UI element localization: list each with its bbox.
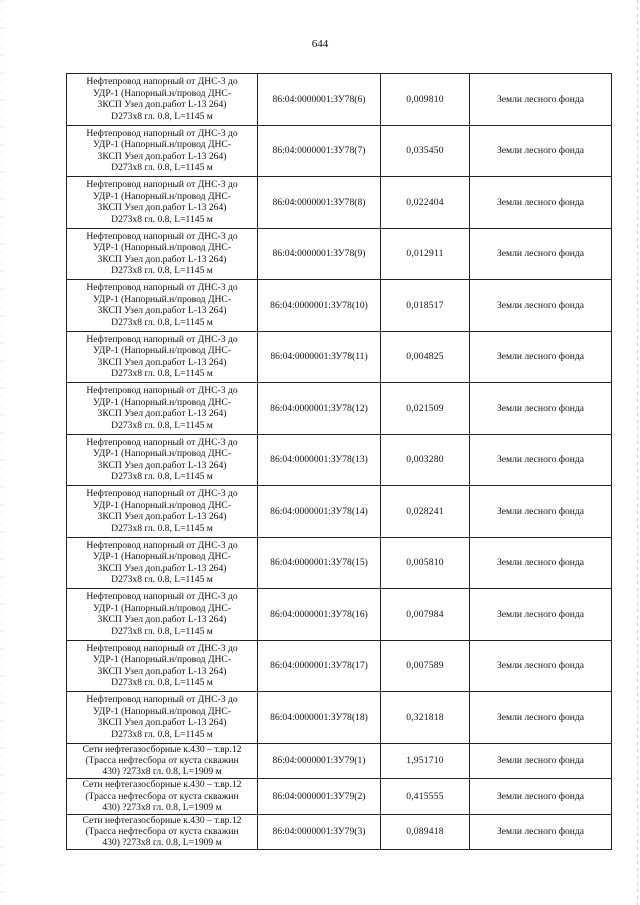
table-row	[67, 814, 612, 850]
object-name-line: Нефтепровод напорный от ДНС-3 до	[86, 539, 238, 551]
object-name-line: Нефтепровод напорный от ДНС-3 до	[86, 642, 238, 654]
table-row	[67, 486, 612, 538]
object-name-line: 3КСП Узел доп.работ L-13 264)	[97, 717, 227, 729]
object-name-line: D273x8 гл. 0.8, L=1145 м	[111, 728, 213, 740]
area-cell: 0,321818	[381, 692, 470, 744]
object-name-line: УДР-1 (Напорный.н/провод ДНС-	[92, 293, 232, 305]
land-category-cell: Земли лесного фонда	[470, 589, 612, 641]
area-cell: 0,009810	[381, 74, 470, 126]
object-name-line: D273x8 гл. 0.8, L=1145 м	[111, 110, 213, 122]
object-name-line: D273x8 гл. 0.8, L=1145 м	[111, 625, 213, 637]
object-name-line: Нефтепровод напорный от ДНС-3 до	[86, 230, 238, 242]
object-name-line: (Трасса нефтесбора от куста скважин	[85, 790, 239, 802]
object-name-line: УДР-1 (Напорный.н/провод ДНС-	[92, 190, 232, 202]
area-cell: 0,007589	[381, 640, 470, 692]
table-row	[67, 779, 612, 815]
object-name-line: (Трасса нефтесбора от куста скважин	[85, 755, 239, 767]
object-name-line: 3КСП Узел доп.работ L-13 264)	[97, 356, 227, 368]
land-category-cell: Земли лесного фонда	[470, 434, 612, 486]
object-name-cell	[67, 779, 258, 815]
object-name-line: D273x8 гл. 0.8, L=1145 м	[111, 574, 213, 586]
object-name-line: D273x8 гл. 0.8, L=1145 м	[111, 316, 213, 328]
cadastral-number-cell: 86:04:0000001:ЗУ78(8)	[258, 177, 381, 229]
cadastral-number-cell: 86:04:0000001:ЗУ78(11)	[258, 331, 381, 383]
area-cell: 1,951710	[381, 743, 470, 779]
object-name-line: 3КСП Узел доп.работ L-13 264)	[97, 99, 227, 111]
table-row	[67, 280, 612, 332]
object-name-line: 3КСП Узел доп.работ L-13 264)	[97, 459, 227, 471]
cadastral-number-cell: 86:04:0000001:ЗУ78(14)	[258, 486, 381, 538]
object-name-line: 430) ?273x8 гл. 0.8, L=1909 м	[102, 801, 222, 813]
object-name-cell	[67, 125, 258, 177]
object-name-line: УДР-1 (Напорный.н/провод ДНС-	[92, 551, 232, 563]
object-name-cell	[67, 74, 258, 126]
table-row	[67, 228, 612, 280]
cadastral-number-cell: 86:04:0000001:ЗУ78(17)	[258, 640, 381, 692]
cadastral-number-cell: 86:04:0000001:ЗУ78(10)	[258, 280, 381, 332]
land-category-cell: Земли лесного фонда	[470, 743, 612, 779]
cadastral-number-cell: 86:04:0000001:ЗУ79(3)	[258, 814, 381, 850]
object-name-line: 3КСП Узел доп.работ L-13 264)	[97, 562, 227, 574]
object-name-line: (Трасса нефтесбора от куста скважин	[85, 826, 239, 838]
object-name-line: Нефтепровод напорный от ДНС-3 до	[86, 333, 238, 345]
object-name-line: УДР-1 (Напорный.н/провод ДНС-	[92, 654, 232, 666]
object-name-line: D273x8 гл. 0.8, L=1145 м	[111, 213, 213, 225]
object-name-line: D273x8 гл. 0.8, L=1145 м	[111, 265, 213, 277]
land-category-cell: Земли лесного фонда	[470, 779, 612, 815]
object-name-line: D273x8 гл. 0.8, L=1145 м	[111, 162, 213, 174]
cadastral-number-cell: 86:04:0000001:ЗУ78(13)	[258, 434, 381, 486]
scan-artifact-right-edge	[637, 0, 638, 905]
object-name-cell	[67, 743, 258, 779]
land-category-cell: Земли лесного фонда	[470, 383, 612, 435]
table-row	[67, 640, 612, 692]
object-name-line: 3КСП Узел доп.работ L-13 264)	[97, 202, 227, 214]
object-name-cell	[67, 640, 258, 692]
land-category-cell: Земли лесного фонда	[470, 537, 612, 589]
cadastral-number-cell: 86:04:0000001:ЗУ79(2)	[258, 779, 381, 815]
object-name-cell	[67, 383, 258, 435]
object-name-line: 3КСП Узел доп.работ L-13 264)	[97, 511, 227, 523]
object-name-line: 3КСП Узел доп.работ L-13 264)	[97, 665, 227, 677]
table-row	[67, 331, 612, 383]
land-plots-table-body	[67, 74, 612, 850]
land-category-cell: Земли лесного фонда	[470, 331, 612, 383]
table-row	[67, 434, 612, 486]
cadastral-number-cell: 86:04:0000001:ЗУ78(18)	[258, 692, 381, 744]
object-name-line: D273x8 гл. 0.8, L=1145 м	[111, 471, 213, 483]
object-name-line: УДР-1 (Напорный.н/провод ДНС-	[92, 499, 232, 511]
cadastral-number-cell: 86:04:0000001:ЗУ78(16)	[258, 589, 381, 641]
object-name-line: УДР-1 (Напорный.н/провод ДНС-	[92, 602, 232, 614]
area-cell: 0,003280	[381, 434, 470, 486]
table-row	[67, 589, 612, 641]
object-name-line: УДР-1 (Напорный.н/провод ДНС-	[92, 345, 232, 357]
object-name-line: Нефтепровод напорный от ДНС-3 до	[86, 591, 238, 603]
object-name-cell	[67, 486, 258, 538]
area-cell: 0,028241	[381, 486, 470, 538]
object-name-line: D273x8 гл. 0.8, L=1145 м	[111, 368, 213, 380]
area-cell: 0,005810	[381, 537, 470, 589]
object-name-line: Сети нефтегазосборные к.430 – т.вр.12	[82, 779, 242, 791]
object-name-line: УДР-1 (Напорный.н/провод ДНС-	[92, 87, 232, 99]
object-name-line: Нефтепровод напорный от ДНС-3 до	[86, 488, 238, 500]
area-cell: 0,089418	[381, 814, 470, 850]
object-name-line: УДР-1 (Напорный.н/провод ДНС-	[92, 396, 232, 408]
area-cell: 0,007984	[381, 589, 470, 641]
land-category-cell: Земли лесного фонда	[470, 125, 612, 177]
object-name-line: 430) ?273x8 гл. 0.8, L=1909 м	[102, 766, 222, 778]
object-name-cell	[67, 434, 258, 486]
object-name-line: 3КСП Узел доп.работ L-13 264)	[97, 305, 227, 317]
object-name-line: D273x8 гл. 0.8, L=1145 м	[111, 419, 213, 431]
area-cell: 0,021509	[381, 383, 470, 435]
table-row	[67, 177, 612, 229]
area-cell: 0,035450	[381, 125, 470, 177]
cadastral-number-cell: 86:04:0000001:ЗУ78(7)	[258, 125, 381, 177]
object-name-cell	[67, 589, 258, 641]
object-name-line: D273x8 гл. 0.8, L=1145 м	[111, 522, 213, 534]
object-name-cell	[67, 177, 258, 229]
object-name-line: Нефтепровод напорный от ДНС-3 до	[86, 76, 238, 88]
object-name-cell	[67, 814, 258, 850]
object-name-cell	[67, 280, 258, 332]
object-name-line: Нефтепровод напорный от ДНС-3 до	[86, 179, 238, 191]
object-name-line: Нефтепровод напорный от ДНС-3 до	[86, 127, 238, 139]
land-category-cell: Земли лесного фонда	[470, 74, 612, 126]
land-category-cell: Земли лесного фонда	[470, 640, 612, 692]
scan-artifact-left-edge	[1, 0, 2, 905]
object-name-line: УДР-1 (Напорный.н/провод ДНС-	[92, 705, 232, 717]
object-name-line: Сети нефтегазосборные к.430 – т.вр.12	[82, 814, 242, 826]
land-plots-table	[66, 73, 612, 850]
land-category-cell: Земли лесного фонда	[470, 280, 612, 332]
object-name-line: УДР-1 (Напорный.н/провод ДНС-	[92, 242, 232, 254]
table-row	[67, 743, 612, 779]
table-row	[67, 74, 612, 126]
cadastral-number-cell: 86:04:0000001:ЗУ78(15)	[258, 537, 381, 589]
object-name-line: 3КСП Узел доп.работ L-13 264)	[97, 408, 227, 420]
page-number: 644	[311, 38, 329, 50]
cadastral-number-cell: 86:04:0000001:ЗУ78(9)	[258, 228, 381, 280]
object-name-cell	[67, 228, 258, 280]
object-name-line: 3КСП Узел доп.работ L-13 264)	[97, 614, 227, 626]
area-cell: 0,415555	[381, 779, 470, 815]
object-name-line: 430) ?273x8 гл. 0.8, L=1909 м	[102, 837, 222, 849]
object-name-line: 3КСП Узел доп.работ L-13 264)	[97, 253, 227, 265]
object-name-cell	[67, 692, 258, 744]
area-cell: 0,018517	[381, 280, 470, 332]
object-name-cell	[67, 331, 258, 383]
object-name-cell	[67, 537, 258, 589]
land-category-cell: Земли лесного фонда	[470, 692, 612, 744]
object-name-line: Сети нефтегазосборные к.430 – т.вр.12	[82, 743, 242, 755]
table-row	[67, 537, 612, 589]
table-row	[67, 692, 612, 744]
object-name-line: УДР-1 (Напорный.н/провод ДНС-	[92, 139, 232, 151]
area-cell: 0,004825	[381, 331, 470, 383]
object-name-line: Нефтепровод напорный от ДНС-3 до	[86, 436, 238, 448]
object-name-line: Нефтепровод напорный от ДНС-3 до	[86, 282, 238, 294]
land-category-cell: Земли лесного фонда	[470, 486, 612, 538]
table-row	[67, 125, 612, 177]
cadastral-number-cell: 86:04:0000001:ЗУ78(12)	[258, 383, 381, 435]
table-row	[67, 383, 612, 435]
object-name-line: D273x8 гл. 0.8, L=1145 м	[111, 677, 213, 689]
cadastral-number-cell: 86:04:0000001:ЗУ78(6)	[258, 74, 381, 126]
object-name-line: Нефтепровод напорный от ДНС-3 до	[86, 694, 238, 706]
object-name-line: 3КСП Узел доп.работ L-13 264)	[97, 150, 227, 162]
object-name-line: Нефтепровод напорный от ДНС-3 до	[86, 385, 238, 397]
land-category-cell: Земли лесного фонда	[470, 228, 612, 280]
area-cell: 0,022404	[381, 177, 470, 229]
land-category-cell: Земли лесного фонда	[470, 177, 612, 229]
cadastral-number-cell: 86:04:0000001:ЗУ79(1)	[258, 743, 381, 779]
area-cell: 0,012911	[381, 228, 470, 280]
object-name-line: УДР-1 (Напорный.н/провод ДНС-	[92, 448, 232, 460]
land-category-cell: Земли лесного фонда	[470, 814, 612, 850]
